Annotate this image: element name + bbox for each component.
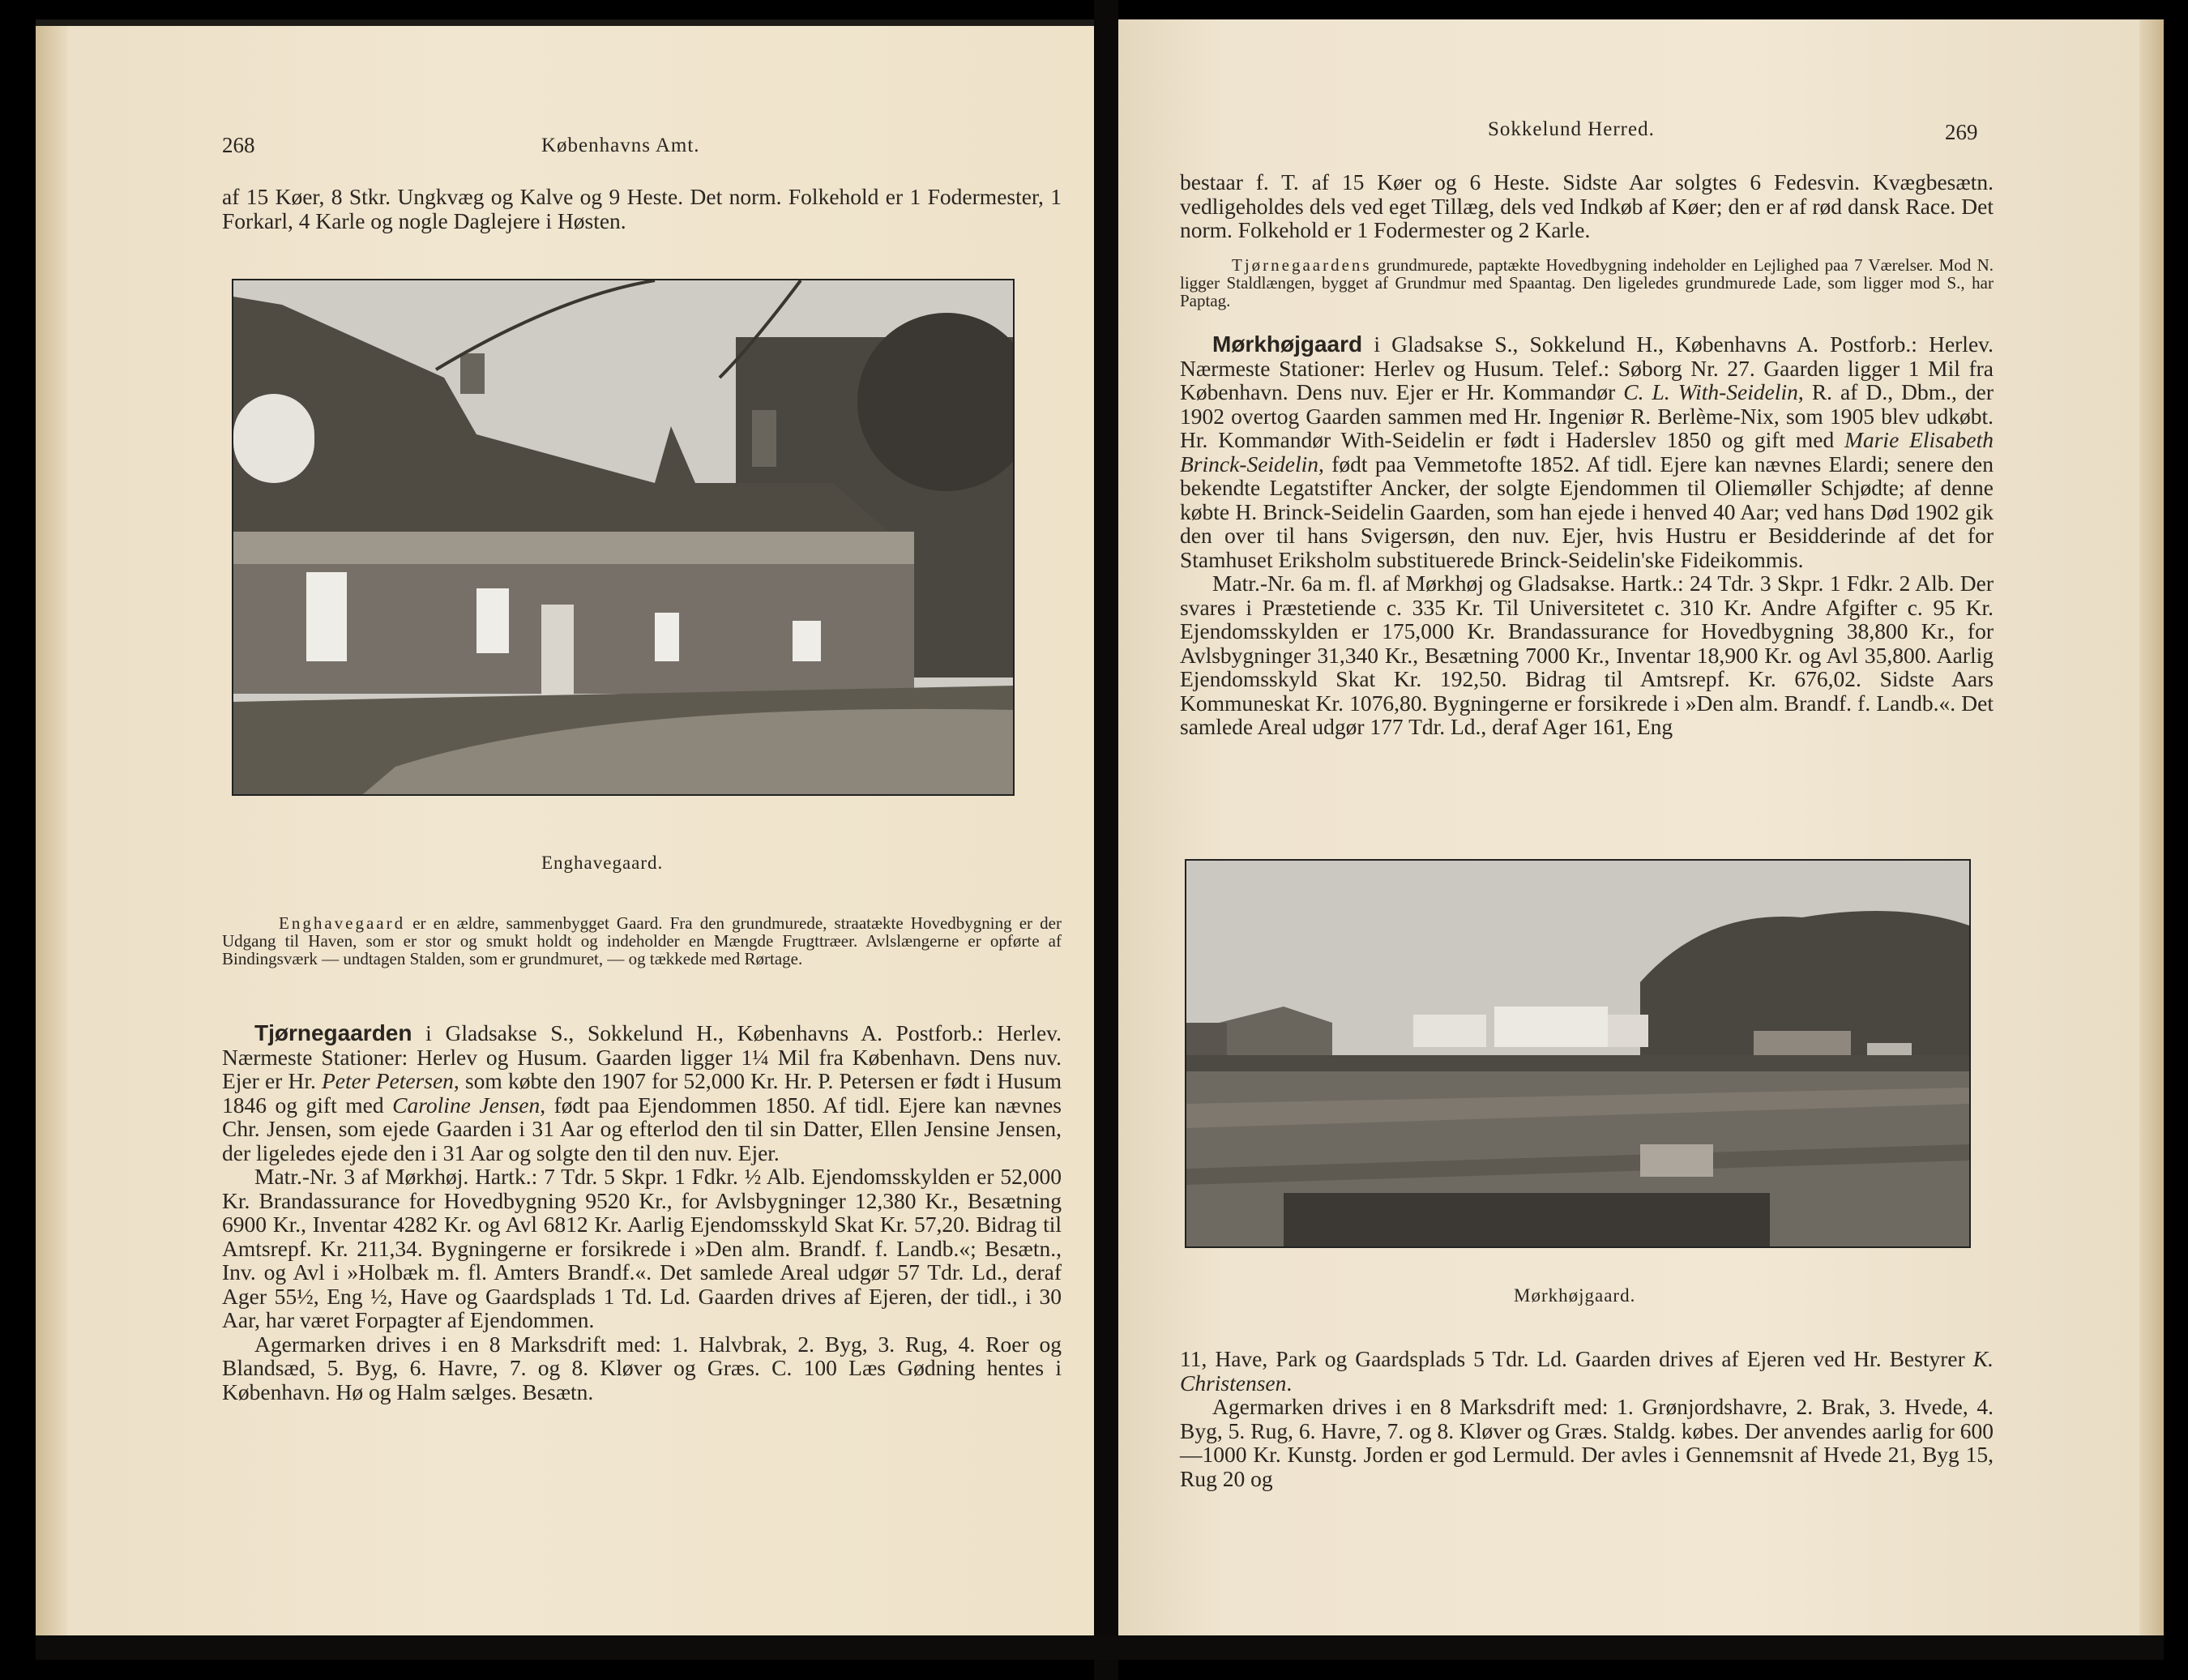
top-text: af 15 Køer, 8 Stkr. Ungkvæg og Kalve og 9 Heste. Det norm. Folkehold er 1 Fodermester, 1 Forkarl, 4 Karle og nogle Daglejere i Høsten. xyxy=(222,184,1062,233)
entry-text: , født paa Vemmetofte 1852. Af tidl. Ejere kan nævnes Elardi; senere den bekendte Legatstifter Ancker, der solgte Ejendommen til Oliemøller Schjødte; af denne købte H. Brinck-Seidelin Gaarden, som han ejede i henved 40 Aar; ved hans Død 1902 gik den over til hans Svigersøn, den nuv. Ejer, hvis Hustru er Besidderinde af det for Stamhuset Eriksholm substituerede Brinck-Seidelin'ske Fideikommis. xyxy=(1180,451,1994,572)
entry-text: , R. af D., Dbm., der 1902 overtog Gaarden sammen med Hr. Ingeniør R. Berlème-Nix, som 1905 blev udkøbt. Hr. Kommandør With-Seidelin er født i Haderslev 1850 og gift med xyxy=(1180,379,1994,452)
page-number: 269 xyxy=(1945,120,1978,144)
running-head: Københavns Amt. xyxy=(541,135,700,156)
entry-text: i Gladsakse S., Sokkelund H., Københavns A. Postforb.: Herlev. Nærmeste Stationer: Herlev og Husum. Telef.: Søborg Nr. 27. Gaarden ligger 1 Mil fra København. Dens nuv. Ejer er Hr. Kommandør xyxy=(1180,331,1994,404)
entry-text: i Gladsakse S., Sokkelund H., Københavns A. Postforb.: Herlev. Nærmeste Stationer: Herlev og Husum. Gaarden ligger 1¼ Mil fra København. Dens nuv. Ejer er Hr. xyxy=(222,1020,1062,1093)
wife-name: Marie Elisabeth Brinck-Seidelin xyxy=(1180,427,1994,477)
entry-tjornegaarden xyxy=(222,1021,1062,1404)
entry-name: Mørkhøjgaard xyxy=(1212,331,1363,357)
entry-text: . xyxy=(1286,1370,1293,1396)
enghavegaard-photo xyxy=(232,279,1015,796)
left-page xyxy=(36,19,1094,1658)
book-bottom-edge xyxy=(36,1635,2164,1660)
entry-text: , født paa Ejendommen 1850. Af tidl. Ejere kan nævnes Chr. Jensen, som ejede Gaarden i 31 Aar og efterlod den til sin Datter, Ellen Jensine Jensen, der ligeledes ejede den i 31 Aar og solgte den til den nuv. Ejer. xyxy=(222,1092,1062,1165)
paragraph-agermarken: Agermarken drives i en 8 Marksdrift med: 1. Halvbrak, 2. Byg, 3. Rug, 4. Roer og Blandsæd, 5. Byg, 6. Havre, 7. og 8. Kløver og Græs. C. 100 Læs Gødning hentes i København. Hø og Halm sælges. Besætn. xyxy=(222,1331,1062,1404)
owner-name: C. L. With-Seidelin xyxy=(1623,379,1798,404)
entry-name: Tjørnegaarden xyxy=(254,1020,412,1045)
description-text: grundmurede, paptækte Hovedbygning indeholder en Lejlighed paa 7 Værelser. Mod N. ligger Staldlængen, bygget af Grundmur med Spaantag. Den ligeledes grundmurede Lade, som ligger mod S., har Paptag. xyxy=(1180,255,1994,310)
photo-description xyxy=(1180,256,1994,310)
top-text: bestaar f. T. af 15 Køer og 6 Heste. Sidste Aar solgtes 6 Fedesvin. Kvægbesætn. vedligeholdes dels ved eget Tillæg, dels ved Indkøb af Køer; den er af rød dansk Race. Det norm. Folkehold er 1 Fodermester og 2 Karle. xyxy=(1180,169,1994,242)
morkhojgaard-photo xyxy=(1185,859,1971,1248)
photo-description xyxy=(222,914,1062,968)
paragraph-matr: Matr.-Nr. 6a m. fl. af Mørkhøj og Gladsakse. Hartk.: 24 Tdr. 3 Skpr. 1 Fdkr. 2 Alb. Der svares i Præstetiende c. 335 Kr. Til Universitetet c. 310 Kr. Andre Afgifter c. 95 Kr. Ejendomsskylden er 175,000 Kr. Brandassurance for Hovedbygning 38,800 Kr., for Avlsbygninger 31,340 Kr., Besætning 7000 Kr., Inventar 18,900 Kr. og Avl 35,800. Aarlig Ejendomsskyld Skat Kr. 192,50. Bidrag til Amtsrepf. Kr. 676,02. Sidste Aars Kommuneskat Kr. 1076,80. Bygningerne er forsikrede i »Den alm. Brandf. f. Landb.«. Det samlede Areal udgør 177 Tdr. Ld., deraf Ager 161, Eng xyxy=(1180,571,1994,739)
description-lead: Enghavegaard xyxy=(279,913,406,933)
book-spine xyxy=(1094,0,1118,1680)
photo-caption: Enghavegaard. xyxy=(541,853,664,873)
entry-text: 11, Have, Park og Gaardsplads 5 Tdr. Ld. Gaarden drives af Ejeren ved Hr. Bestyrer xyxy=(1180,1346,1973,1371)
running-head: Sokkelund Herred. xyxy=(1488,118,1655,140)
paragraph-agermarken: Agermarken drives i en 8 Marksdrift med: 1. Grønjordshavre, 2. Brak, 3. Hvede, 4. Byg, 5. Rug, 6. Havre, 7. og 8. Kløver og Græs. Staldg. købes. Der anvendes aarlig for 600—1000 Kr. Kunstg. Jorden er god Lermuld. Der avles i Gennemsnit af Hvede 21, Byg 15, Rug 20 og xyxy=(1180,1394,1994,1491)
description-lead: Tjørnegaardens xyxy=(1232,255,1372,275)
page-number: 268 xyxy=(222,133,255,157)
entry-morkhojgaard xyxy=(1180,332,1994,739)
description-text: er en ældre, sammenbygget Gaard. Fra den grundmurede, straatækte Hovedbygning er der Udgang til Haven, som er stor og smukt holdt og indeholder en Mængde Frugttræer. Avlslængerne er opførte af Bindingsværk — undtagen Stalden, som er grundmuret, — og tækkede med Rørtage. xyxy=(222,913,1062,968)
paragraph-matr: Matr.-Nr. 3 af Mørkhøj. Hartk.: 7 Tdr. 5 Skpr. 1 Fdkr. ½ Alb. Ejendomsskylden er 52,000 Kr. Brandassurance for Hovedbygning 9520 Kr., for Avlsbygninger 12,380 Kr., Besætning 6900 Kr., Inventar 4282 Kr. og Avl 6812 Kr. Aarlig Ejendomsskyld Skat Kr. 57,20. Bidrag til Amtsrepf. Kr. 211,34. Bygningerne er forsikrede i »Den alm. Brandf. f. Landb.«; Besætn., Inv. og Avl i »Holbæk m. fl. Amters Brandf.«. Det samlede Areal udgør 57 Tdr. Ld., deraf Ager 55½, Eng ½, Have og Gaardsplads 1 Td. Ld. Gaarden drives af Ejeren, der tidl., i 30 Aar, har været Forpagter af Ejendommen. xyxy=(222,1164,1062,1332)
entry-text: , som købte den 1907 for 52,000 Kr. Hr. P. Petersen er født i Husum 1846 og gift med xyxy=(222,1068,1062,1118)
right-page xyxy=(1118,19,2164,1652)
entry-continuation xyxy=(1180,1347,1994,1490)
photo-caption: Mørkhøjgaard. xyxy=(1514,1285,1636,1306)
manager-name: K. Christensen xyxy=(1180,1346,1994,1396)
owner-name: Peter Petersen xyxy=(322,1068,454,1093)
wife-name: Caroline Jensen xyxy=(392,1092,541,1118)
